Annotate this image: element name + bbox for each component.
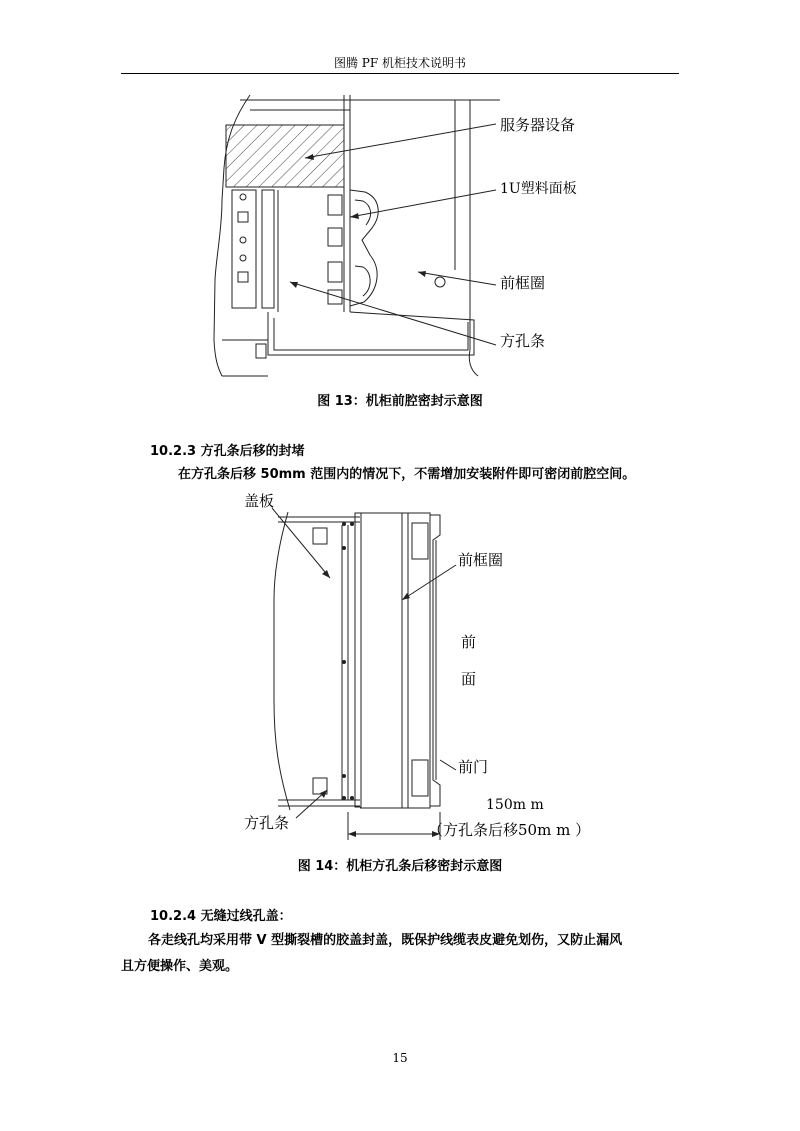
fig14-label-frame: 前框圈 xyxy=(458,551,504,569)
fig14-label-front-2: 面 xyxy=(461,670,477,688)
section-10-2-4-title: 10.2.4 无缝过线孔盖： xyxy=(150,909,292,924)
fig14-label-cover: 盖板 xyxy=(244,492,275,510)
section-10-2-3-title: 10.2.3 方孔条后移的封堵 xyxy=(150,444,305,459)
fig14-label-front-1: 前 xyxy=(461,633,477,651)
figure-13-caption: 图 13：机柜前腔密封示意图 xyxy=(317,394,483,409)
section-10-2-3-body: 在方孔条后移 50mm 范围内的情况下，不需增加安装附件即可密闭前腔空间。 xyxy=(178,467,636,482)
section-10-2-4-body-line-2: 且方便操作、美观。 xyxy=(121,959,239,974)
figure-14-caption: 图 14：机柜方孔条后移密封示意图 xyxy=(297,859,503,874)
section-10-2-4-body-line-1: 各走线孔均采用带 V 型撕裂槽的胶盖封盖，既保护线缆表皮避免划伤，又防止漏风 xyxy=(148,933,623,948)
fig14-label-door: 前门 xyxy=(458,758,489,776)
fig13-label-panel: 1U塑料面板 xyxy=(500,181,577,197)
fig14-label-rail-shift: （方孔条后移50m m ） xyxy=(428,821,591,839)
page-number: 15 xyxy=(392,1051,408,1065)
fig14-label-rail: 方孔条 xyxy=(244,814,290,832)
fig13-label-rail: 方孔条 xyxy=(500,332,546,350)
fig14-dimension-label: 150m m xyxy=(486,797,544,813)
fig13-label-server: 服务器设备 xyxy=(500,116,576,134)
fig13-label-frame: 前框圈 xyxy=(500,274,546,292)
page-header: 图腾 PF 机柜技术说明书 xyxy=(333,56,467,70)
